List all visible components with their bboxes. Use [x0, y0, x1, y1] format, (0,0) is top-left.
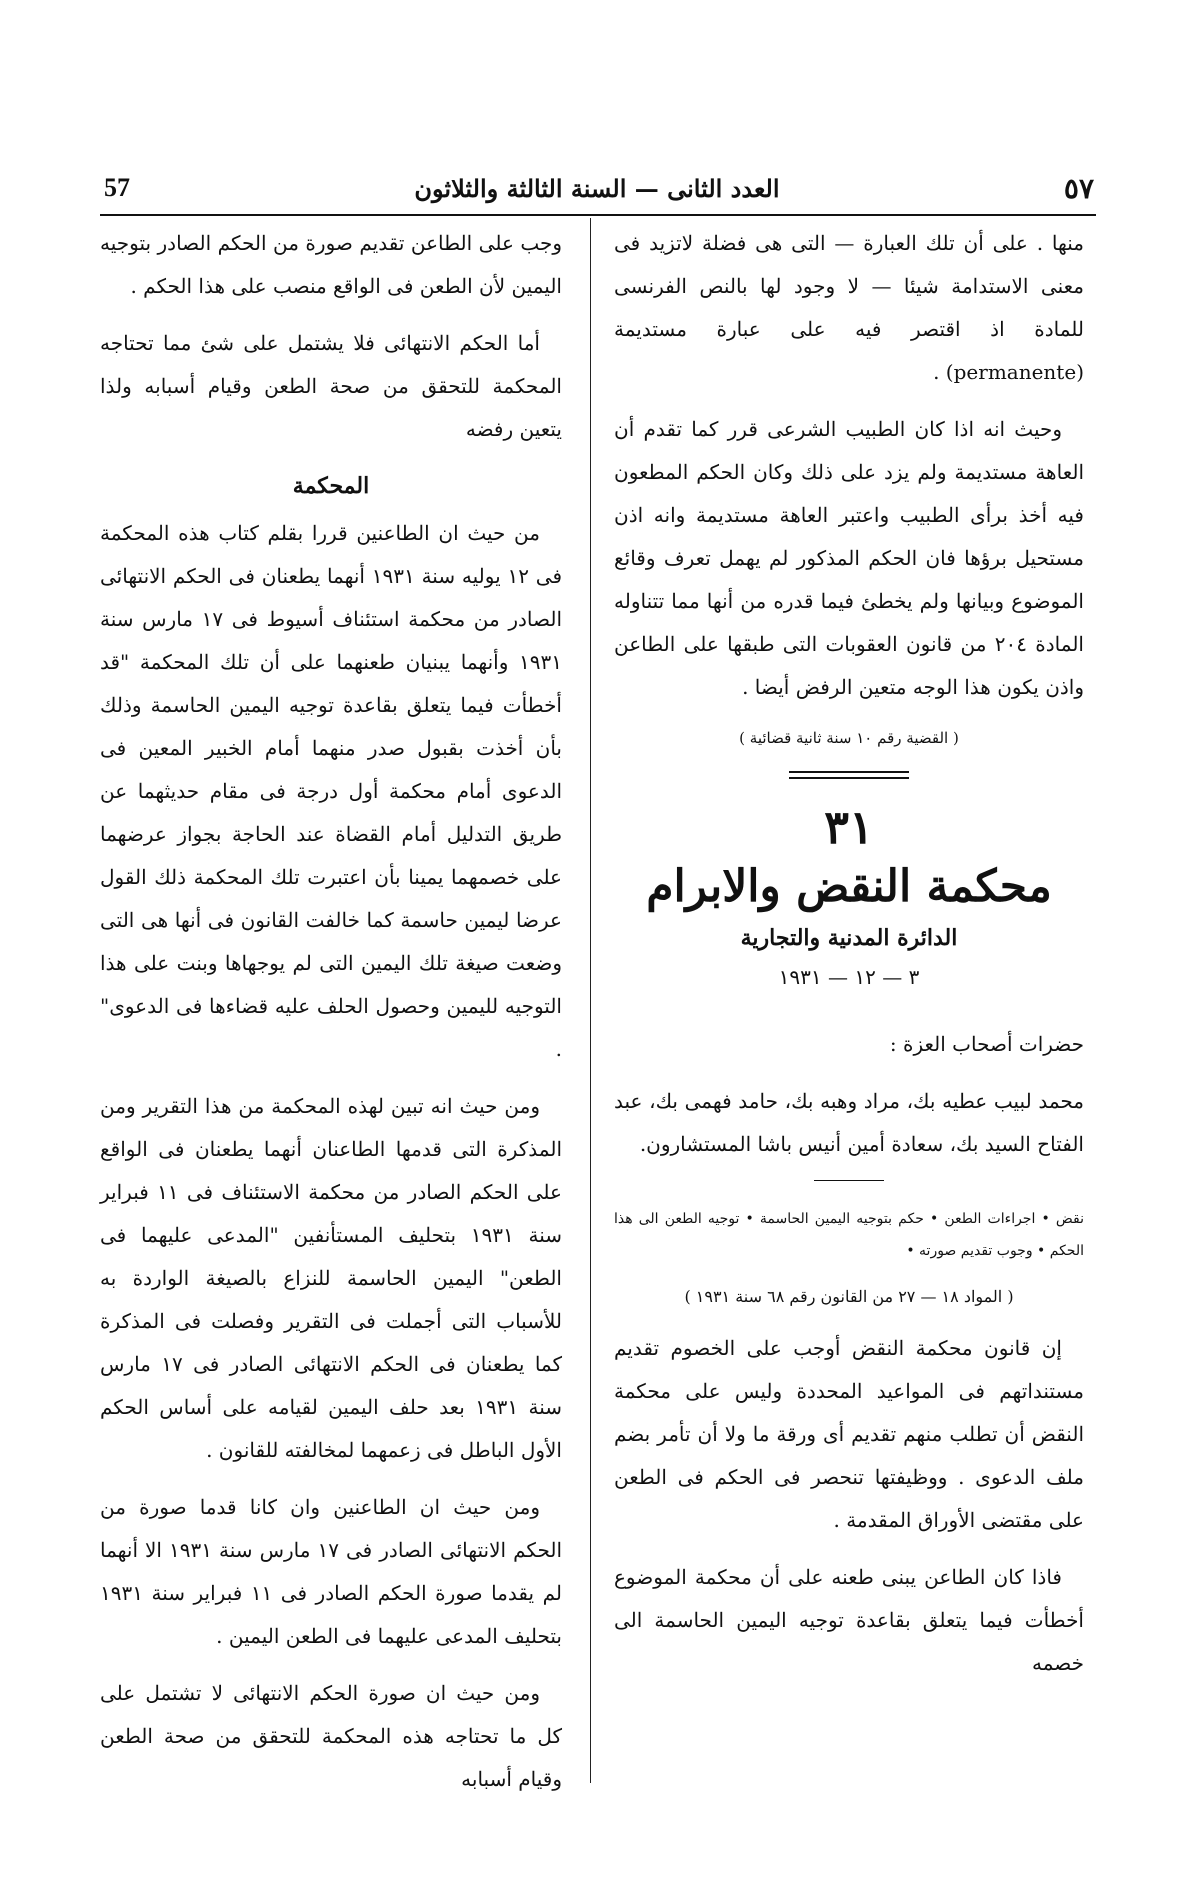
paragraph: ومن حيث ان صورة الحكم الانتهائى لا تشتمل على كل ما تحتاجه هذه المحكمة للتحقق من صحة الطعن وقيام أسبابه — [100, 1681, 562, 1791]
paragraph: أما الحكم الانتهائى فلا يشتمل على شئ مما تحتاجه المحكمة للتحقق من صحة الطعن وقيام أسبابه ولذا يتعين رفضه — [100, 331, 562, 441]
header-rule — [100, 214, 1096, 216]
running-header — [104, 168, 1094, 208]
paragraph: منها . على أن تلك العبارة — التى هى فضلة لاتزيد فى معنى الاستدامة شيئا — لا وجود لها بالنص الفرنسى للمادة اذ اقتصر فيه على عبارة مستديمة (permanente) . — [614, 231, 1084, 384]
paragraph: وجب على الطاعن تقديم صورة من الحكم الصادر بتوجيه اليمين لأن الطعن فى الواقع منصب على هذا الحكم . — [100, 231, 562, 298]
paragraph: إن قانون محكمة النقض أوجب على الخصوم تقديم مستنداتهم فى المواعيد المحددة وليس على محكمة النقض أن تطلب منهم تقديم أى ورقة ما ولا أن تأمر بضم ملف الدعوى . ووظيفتها تنحصر فى الحكم فى الطعن على مقتضى الأوراق المقدمة . — [614, 1336, 1084, 1532]
legal-articles: ( المواد ١٨ — ٢٧ من القانون رقم ٦٨ سنة ١٩٣١ ) — [684, 1287, 1014, 1306]
ruling-date: ٣ — ١٢ — ١٩٣١ — [778, 965, 920, 989]
judges-list: محمد لبيب عطيه بك، مراد وهبه بك، حامد فهمى بك، عبد الفتاح السيد بك، سعادة أمين أنيس باشا المستشارون. — [614, 1089, 1084, 1156]
page-number-arabic: ٥٧ — [1063, 171, 1094, 205]
paragraph: وحيث انه اذا كان الطبيب الشرعى قرر كما تقدم أن العاهة مستديمة ولم يزد على ذلك وكان الحكم المطعون فيه أخذ برأى الطبيب واعتبر العاهة مستديمة وانه اذن مستحيل برؤها فان الحكم المذكور لم يهمل تعرف وقائع الموضوع وبيانها ولم يخطئ فيما قدره من أنها مما تتناوله المادة ٢٠٤ من قانون العقوبات التى طبقها على الطاعن واذن يكون هذا الوجه متعين الرفض أيضا . — [614, 417, 1084, 699]
right-column — [614, 222, 1084, 1699]
short-divider — [814, 1180, 884, 1181]
paragraph: ومن حيث ان الطاعنين وان كانا قدما صورة من الحكم الانتهائى الصادر فى ١٧ مارس سنة ١٩٣١ الا أنهما لم يقدما صورة الحكم الصادر فى ١١ فبراير سنة ١٩٣١ بتحليف المدعى عليهما فى الطعن اليمين . — [100, 1495, 562, 1648]
court-name: محكمة النقض والابرام — [646, 861, 1052, 912]
left-column — [100, 222, 562, 1815]
column-divider — [590, 218, 591, 1783]
keywords: نقض • اجراءات الطعن • حكم بتوجيه اليمين الحاسمة • توجيه الطعن الى هذا الحكم • وجوب تقديم صورته • — [614, 1211, 1084, 1259]
paragraph: ومن حيث انه تبين لهذه المحكمة من هذا التقرير ومن المذكرة التى قدمها الطاعنان أنهما يطعنان فى الواقع على الحكم الصادر من محكمة الاستئناف فى ١١ فبراير سنة ١٩٣١ بتحليف المستأنفين "المدعى عليهما فى الطعن" اليمين الحاسمة للنزاع بالصيغة الواردة به للأسباب التى أجملت فى التقرير وفصلت فى المذكرة كما يطعنان فى الحكم الانتهائى الصادر فى ١٧ مارس سنة ١٩٣١ بعد حلف اليمين لقيامه على أساس الحكم الأول الباطل فى زعمهما لمخالفته للقانون . — [100, 1094, 562, 1462]
paragraph: من حيث ان الطاعنين قررا بقلم كتاب هذه المحكمة فى ١٢ يوليه سنة ١٩٣١ أنهما يطعنان فى الحكم الانتهائى الصادر من محكمة استئناف أسيوط فى ١٧ مارس سنة ١٩٣١ وأنهما يبنيان طعنهما على أن تلك المحكمة "قد أخطأت فيما يتعلق بقاعدة توجيه اليمين الحاسمة وذلك بأن أخذت بقبول صدر منهما أمام الخبير المعين فى الدعوى أمام محكمة أول درجة فى مقام حديثهما عن طريق التدليل أمام القضاة عند الحاجة بجواز عرضهما على خصمهما يمينا بأن اعتبرت تلك المحكمة ذلك القول عرضا ليمين حاسمة كما خالفت القانون فى أنها هى التى وضعت صيغة تلك اليمين التى لم يوجهاها وبنت على هذا التوجيه لليمين وحصول الحلف عليه قضاءها فى الدعوى" . — [100, 521, 562, 1061]
judges-intro: حضرات أصحاب العزة : — [889, 1032, 1084, 1056]
case-reference: ( القضية رقم ١٠ سنة ثانية قضائية ) — [739, 729, 959, 747]
journal-title: العدد الثانى — السنة الثالثة والثلاثون — [414, 173, 780, 203]
page-number-latin: 57 — [104, 173, 130, 202]
case-number: ٣١ — [824, 800, 874, 854]
section-title: المحكمة — [292, 473, 370, 499]
circuit-name: الدائرة المدنية والتجارية — [740, 925, 958, 951]
section-divider — [789, 771, 909, 779]
paragraph: فاذا كان الطاعن يبنى طعنه على أن محكمة الموضوع أخطأت فيما يتعلق بقاعدة توجيه اليمين الحاسمة الى خصمه — [614, 1565, 1084, 1675]
